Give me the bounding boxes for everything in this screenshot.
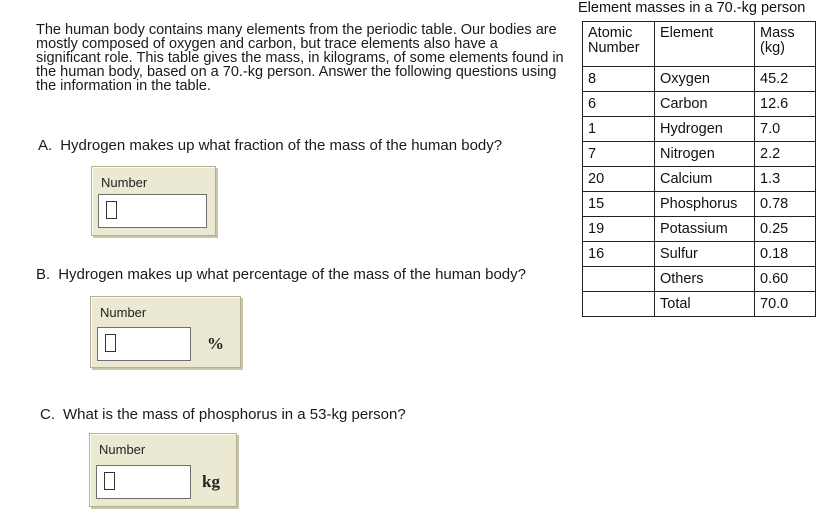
- cell-atomic-number: [583, 292, 655, 317]
- table-row: [583, 292, 816, 317]
- cell-element: Phosphorus: [655, 192, 755, 217]
- question-c: [40, 406, 406, 423]
- table-row: [583, 142, 816, 167]
- cell-element: Carbon: [655, 92, 755, 117]
- cell-element: Total: [655, 292, 755, 317]
- table-header-row: [583, 22, 816, 67]
- cell-element: Potassium: [655, 217, 755, 242]
- answer-b-input[interactable]: [97, 327, 191, 361]
- cell-element: Others: [655, 267, 755, 292]
- cell-element: Nitrogen: [655, 142, 755, 167]
- cell-atomic-number: 20: [583, 167, 655, 192]
- question-a: [38, 137, 502, 154]
- answer-box-c: [89, 433, 237, 507]
- question-a-letter: A.: [38, 137, 53, 154]
- header-atomic-number: Atomic Number: [583, 22, 655, 67]
- cell-mass: 0.78: [755, 192, 816, 217]
- cell-atomic-number: 19: [583, 217, 655, 242]
- element-mass-table: [582, 21, 816, 317]
- table-row: [583, 192, 816, 217]
- table-row: [583, 92, 816, 117]
- question-b-text: Hydrogen makes up what percentage of the mass of the human body?: [58, 266, 526, 283]
- cell-mass: 2.2: [755, 142, 816, 167]
- cell-element: Hydrogen: [655, 117, 755, 142]
- cell-mass: 0.25: [755, 217, 816, 242]
- answer-box-b: [90, 296, 241, 368]
- cell-mass: 1.3: [755, 167, 816, 192]
- answer-a-label: Number: [101, 175, 148, 190]
- cell-atomic-number: 15: [583, 192, 655, 217]
- cell-atomic-number: 7: [583, 142, 655, 167]
- table-row: [583, 242, 816, 267]
- table-row: [583, 67, 816, 92]
- table-row: [583, 167, 816, 192]
- question-c-text: What is the mass of phosphorus in a 53-kg person?: [63, 406, 406, 423]
- cell-element: Oxygen: [655, 67, 755, 92]
- table-row: [583, 267, 816, 292]
- answer-a-input[interactable]: [98, 194, 207, 228]
- cell-mass: 70.0: [755, 292, 816, 317]
- answer-b-unit: %: [207, 334, 224, 353]
- table-row: [583, 217, 816, 242]
- question-b: [36, 266, 526, 283]
- cell-atomic-number: 1: [583, 117, 655, 142]
- cell-atomic-number: 8: [583, 67, 655, 92]
- cell-element: Calcium: [655, 167, 755, 192]
- intro-paragraph: The human body contains many elements from the periodic table. Our bodies are mostly composed of oxygen and carbon, but trace elements also have a significant role. This table gives the mass, in kilograms, of some elements found in the human body, based on a 70.-kg person. Answer the following questions using the information in the table.: [36, 22, 564, 94]
- cell-mass: 7.0: [755, 117, 816, 142]
- header-element: Element: [655, 22, 755, 67]
- cell-element: Sulfur: [655, 242, 755, 267]
- question-c-letter: C.: [40, 406, 55, 423]
- table-row: [583, 117, 816, 142]
- cell-mass: 0.18: [755, 242, 816, 267]
- answer-c-input[interactable]: [96, 465, 191, 499]
- cell-mass: 45.2: [755, 67, 816, 92]
- cell-atomic-number: 16: [583, 242, 655, 267]
- cell-atomic-number: [583, 267, 655, 292]
- answer-c-unit: kg: [202, 472, 220, 491]
- answer-c-label: Number: [99, 442, 146, 457]
- question-b-letter: B.: [36, 266, 51, 283]
- answer-box-a: [91, 166, 216, 236]
- header-mass: Mass (kg): [755, 22, 816, 67]
- question-a-text: Hydrogen makes up what fraction of the mass of the human body?: [60, 137, 503, 154]
- cell-mass: 12.6: [755, 92, 816, 117]
- answer-b-label: Number: [100, 305, 147, 320]
- cell-atomic-number: 6: [583, 92, 655, 117]
- cell-mass: 0.60: [755, 267, 816, 292]
- table-title: Element masses in a 70.-kg person: [578, 0, 806, 16]
